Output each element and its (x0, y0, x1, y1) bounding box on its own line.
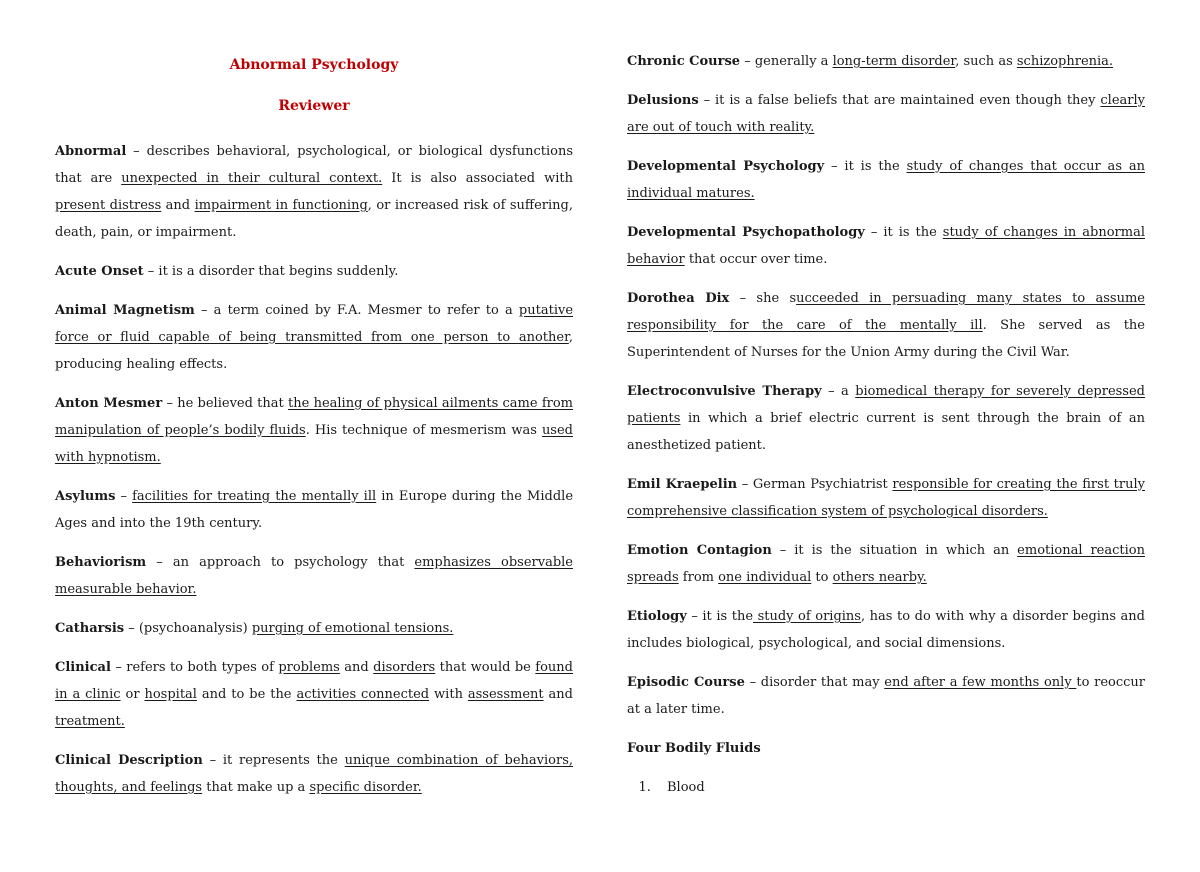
glossary-entry (55, 615, 573, 642)
entry-term: Abnormal (55, 144, 127, 159)
underlined-text: problems (278, 660, 340, 675)
underlined-text: emotional reaction spreads (627, 543, 1145, 585)
entry-term: Episodic Course (627, 675, 745, 690)
underlined-text: unique combination of behaviors, thoughts, and feelings (55, 753, 574, 795)
underlined-text: long-term disorder (832, 54, 956, 69)
underlined-text: study of origins (753, 609, 861, 624)
glossary-entry (55, 138, 573, 246)
definition-text: – German Psychiatrist (737, 477, 893, 492)
definition-text: – it is a disorder that begins suddenly. (143, 264, 399, 279)
definition-text: – it represents the (202, 753, 345, 768)
entry-term: Catharsis (55, 621, 125, 636)
definition-text: or (120, 687, 145, 702)
underlined-text: assessment (467, 687, 544, 702)
entry-term: Clinical (55, 660, 111, 675)
definition-text: – an approach to psychology that (146, 555, 415, 570)
definition-text: , producing healing effects. (55, 330, 573, 372)
underlined-text: schizophrenia. (1016, 54, 1114, 69)
definition-text: in which a brief electric current is sent through the brain of an anesthetized patient. (627, 411, 1145, 453)
definition-text: – it is the (824, 159, 907, 174)
definition-text: and (543, 687, 574, 702)
glossary-entry (627, 471, 1145, 525)
entry-term: Electroconvulsive Therapy (627, 384, 822, 399)
definition-text: – a term coined by F.A. Mesmer to refer to a (194, 303, 519, 318)
underlined-text: study of changes that occur as an individual matures. (627, 159, 1145, 201)
definition-text: to (811, 570, 833, 585)
glossary-entry (55, 483, 573, 537)
underlined-text: end after a few months only (884, 675, 1077, 690)
glossary-entry (627, 219, 1145, 273)
entry-term: Anton Mesmer (55, 396, 163, 411)
definition-text: , or increased risk of suffering, death, pain, or impairment. (55, 198, 573, 240)
definition-text: , has to do with why a disorder begins and includes biological, psychological, and social dimensions. (627, 609, 1145, 651)
document-title: Abnormal Psychology (229, 57, 399, 73)
definition-text: and (339, 660, 374, 675)
underlined-text: unexpected in their cultural context. (121, 171, 383, 186)
definition-text: – (psychoanalysis) (124, 621, 252, 636)
underlined-text: one individual (718, 570, 812, 585)
glossary-entry (627, 378, 1145, 459)
glossary-entry (55, 654, 573, 735)
entry-term: Behaviorism (55, 555, 147, 570)
document-subtitle: Reviewer (278, 98, 350, 114)
definition-text: – generally a (740, 54, 833, 69)
definition-text: It is also associated with (382, 171, 573, 186)
underlined-text: used with hypnotism. (55, 423, 573, 465)
right-entry-list (627, 48, 1145, 723)
left-entry-list (55, 138, 573, 801)
underlined-text: facilities for treating the mentally ill (132, 489, 377, 504)
entry-term: Delusions (627, 93, 699, 108)
entry-term: Developmental Psychopathology (627, 225, 865, 240)
glossary-entry (627, 285, 1145, 366)
underlined-text: others nearby. (832, 570, 927, 585)
definition-text: . His technique of mesmerism was (305, 423, 542, 438)
glossary-entry (55, 390, 573, 471)
underlined-text: responsible for creating the first truly comprehensive classification system of psychological disorders. (627, 477, 1145, 519)
underlined-text: emphasizes observable measurable behavior. (55, 555, 573, 597)
underlined-text: putative force or fluid capable of being transmitted from one person to another (55, 303, 574, 345)
definition-text: – disorder that may (744, 675, 885, 690)
entry-term: Asylums (55, 489, 116, 504)
definition-text: that make up a (202, 780, 310, 795)
definition-text: – describes behavioral, psychological, or biological dysfunctions that are (55, 144, 573, 186)
underlined-text: found in a clinic (55, 660, 574, 702)
underlined-text: purging of emotional tensions. (251, 621, 454, 636)
entry-term: Developmental Psychology (627, 159, 825, 174)
definition-text: – a (821, 384, 856, 399)
definition-text: , such as (955, 54, 1017, 69)
definition-text: from (678, 570, 719, 585)
underlined-text: biomedical therapy for severely depressed patients (627, 384, 1145, 426)
entry-term: Acute Onset (55, 264, 144, 279)
underlined-text: ucceeded in persuading many states to assume responsibility for the care of the mentally ill (627, 291, 1145, 333)
entry-term: Dorothea Dix (627, 291, 730, 306)
glossary-entry (55, 549, 573, 603)
definition-text: that occur over time. (684, 252, 828, 267)
entry-term: Emil Kraepelin (627, 477, 738, 492)
underlined-text: treatment. (55, 714, 125, 729)
glossary-entry (627, 603, 1145, 657)
definition-text: – it is the (686, 609, 754, 624)
entry-term: Emotion Contagion (627, 543, 772, 558)
entry-term: Chronic Course (627, 54, 741, 69)
underlined-text: the healing of physical ailments came from manipulation of people’s bodily fluids (55, 396, 574, 438)
glossary-entry (627, 537, 1145, 591)
underlined-text: specific disorder. (309, 780, 422, 795)
definition-text: and to be the (196, 687, 297, 702)
underlined-text: present distress (55, 198, 162, 213)
entry-term: Animal Magnetism (55, 303, 195, 318)
definition-text: that would be (435, 660, 536, 675)
right-column (627, 48, 1145, 801)
underlined-text: disorders (373, 660, 436, 675)
definition-text: – it is a false beliefs that are maintained even though they (698, 93, 1101, 108)
definition-text: – (115, 489, 133, 504)
underlined-text: activities connected (296, 687, 430, 702)
left-column (55, 48, 573, 813)
glossary-entry (55, 297, 573, 378)
entry-term: Etiology (627, 609, 687, 624)
definition-text: in Europe during the Middle Ages and into the 19th century. (55, 489, 574, 531)
definition-text: . She served as the Superintendent of Nurses for the Union Army during the Civil War. (627, 318, 1145, 360)
fluids-heading: Four Bodily Fluids (627, 741, 761, 756)
definition-text: – it is the (864, 225, 943, 240)
underlined-text: hospital (144, 687, 197, 702)
underlined-text: study of changes in abnormal behavior (627, 225, 1145, 267)
definition-text: – it is the situation in which an (771, 543, 1018, 558)
glossary-entry (627, 153, 1145, 207)
glossary-entry (627, 669, 1145, 723)
definition-text: – she s (729, 291, 797, 306)
glossary-entry (55, 747, 573, 801)
definition-text: to reoccur at a later time. (627, 675, 1145, 717)
glossary-entry (55, 258, 573, 285)
definition-text: and (161, 198, 195, 213)
definition-text: – he believed that (162, 396, 289, 411)
definition-text: – refers to both types of (110, 660, 279, 675)
underlined-text: clearly are out of touch with reality. (627, 93, 1145, 135)
definition-text: with (429, 687, 468, 702)
fluid-item: 1. Blood (655, 774, 1145, 801)
fluids-list (627, 774, 1145, 801)
underlined-text: impairment in functioning (194, 198, 368, 213)
glossary-entry (627, 87, 1145, 141)
glossary-entry (627, 48, 1145, 75)
entry-term: Clinical Description (55, 753, 203, 768)
